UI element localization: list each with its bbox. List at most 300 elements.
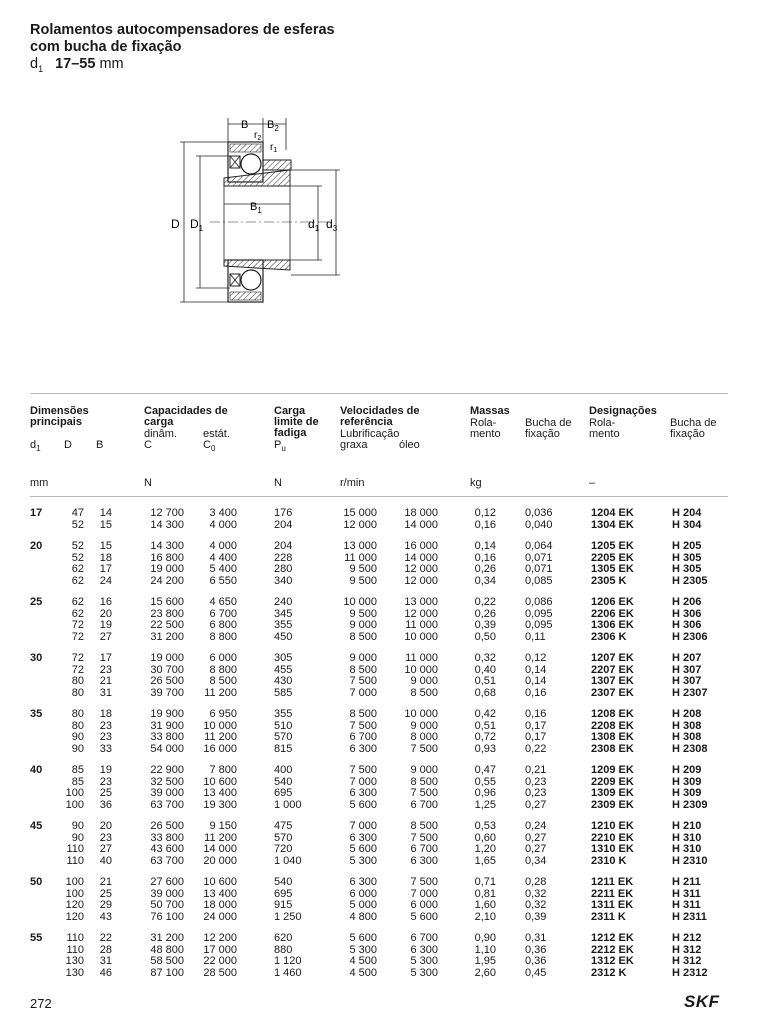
- cell-Pu: 1 000: [274, 798, 302, 811]
- cell-ms: 0,32: [525, 887, 547, 900]
- bore-diameter: 20: [30, 540, 43, 552]
- cell-ms: 0,16: [525, 708, 547, 720]
- cell-ms: 0,45: [525, 966, 547, 979]
- dim-B2: $B_2$: [267, 119, 279, 133]
- cell-C0: 19 300: [203, 798, 237, 811]
- cell-grease: 5 000: [349, 899, 377, 912]
- dim-d1: $d_1$: [308, 217, 320, 233]
- col-header-C: C: [144, 439, 152, 451]
- cell-mb: 0,51: [474, 675, 496, 688]
- cell-bearing: 1305 EK: [591, 563, 634, 576]
- cell-ms: 0,31: [525, 932, 547, 944]
- cell-oil: 9 000: [410, 764, 438, 776]
- cell-C0: 6 550: [209, 574, 237, 587]
- dim-r1: $r_1$: [270, 142, 278, 154]
- cell-B: 17: [99, 563, 112, 576]
- cell-mb: 0,47: [474, 764, 496, 776]
- cell-ms: 0,14: [525, 663, 547, 676]
- cell-oil: 18 000: [404, 507, 438, 519]
- cell-ms: 0,14: [525, 675, 547, 688]
- cell-Pu: 720: [274, 843, 293, 856]
- cell-Pu: 355: [274, 619, 293, 632]
- cell-grease: 10 000: [343, 596, 377, 608]
- cell-C: 19 000: [150, 652, 184, 664]
- cell-B: 23: [99, 731, 112, 744]
- cell-B: 23: [99, 719, 112, 732]
- cell-Pu: 400: [274, 764, 293, 776]
- cell-B: 18: [99, 551, 112, 564]
- cell-Pu: 695: [274, 887, 293, 900]
- cell-sleeve: H 2308: [672, 742, 708, 755]
- cell-Pu: 280: [274, 563, 293, 576]
- cell-mb: 0,71: [474, 876, 496, 888]
- cell-Pu: 430: [274, 675, 293, 688]
- cell-grease: 4 500: [349, 966, 377, 979]
- cell-ms: 0,34: [525, 854, 547, 867]
- bore-diameter: 40: [30, 764, 43, 776]
- cell-C: 63 700: [150, 798, 184, 811]
- cell-B: 22: [99, 932, 112, 944]
- cell-grease: 8 500: [349, 663, 377, 676]
- cell-grease: 7 500: [349, 675, 377, 688]
- cell-grease: 5 300: [349, 854, 377, 867]
- cell-grease: 5 600: [349, 932, 377, 944]
- cell-B: 18: [99, 708, 112, 720]
- cell-Pu: 355: [274, 708, 293, 720]
- cell-C0: 3 400: [209, 507, 237, 519]
- cell-bearing: 2210 EK: [591, 831, 634, 844]
- cell-D: 62: [71, 574, 84, 587]
- cell-C0: 6 000: [209, 652, 237, 664]
- cell-C: 12 700: [150, 507, 184, 519]
- cell-C: 30 700: [150, 663, 184, 676]
- cell-D: 62: [71, 607, 84, 620]
- cell-sleeve: H 2305: [672, 574, 708, 587]
- cell-grease: 7 000: [349, 686, 377, 699]
- cell-C0: 20 000: [203, 854, 237, 867]
- cell-B: 29: [99, 899, 112, 912]
- cell-D: 52: [71, 551, 84, 564]
- cell-D: 90: [71, 742, 84, 755]
- cell-B: 31: [99, 686, 112, 699]
- cell-mb: 0,16: [474, 551, 496, 564]
- cell-C0: 24 000: [203, 910, 237, 923]
- cell-oil: 7 500: [410, 831, 438, 844]
- cell-Pu: 455: [274, 663, 293, 676]
- page-subtitle: $d_1$ 17–55 mm: [30, 56, 124, 74]
- cell-oil: 8 500: [410, 686, 438, 699]
- diameter-unit: mm: [99, 56, 124, 72]
- cell-grease: 5 600: [349, 843, 377, 856]
- cell-bearing: 1309 EK: [591, 787, 634, 800]
- cell-C: 63 700: [150, 854, 184, 867]
- cell-grease: 12 000: [343, 518, 377, 531]
- bore-diameter: 25: [30, 596, 43, 608]
- cell-sleeve: H 308: [672, 731, 702, 744]
- cell-oil: 8 500: [410, 775, 438, 788]
- cell-Pu: 176: [274, 507, 293, 519]
- cell-sleeve: H 308: [672, 719, 702, 732]
- cell-grease: 8 500: [349, 630, 377, 643]
- cell-Pu: 1 120: [274, 955, 302, 968]
- col-header-D: D: [64, 439, 72, 451]
- cell-ms: 0,086: [525, 596, 553, 608]
- cell-C: 14 300: [150, 540, 184, 552]
- cell-C: 27 600: [150, 876, 184, 888]
- cell-oil: 5 300: [410, 955, 438, 968]
- cell-B: 40: [99, 854, 112, 867]
- cell-C0: 4 000: [209, 518, 237, 531]
- cell-grease: 6 300: [349, 831, 377, 844]
- cell-sleeve: H 310: [672, 831, 702, 844]
- cell-D: 110: [66, 932, 84, 944]
- cell-mb: 0,40: [474, 663, 496, 676]
- cell-mb: 1,60: [474, 899, 496, 912]
- cell-C: 33 800: [150, 731, 184, 744]
- unit-N-load: N: [274, 477, 282, 489]
- cell-C0: 6 700: [209, 607, 237, 620]
- cell-oil: 9 000: [410, 675, 438, 688]
- cell-D: 72: [71, 630, 84, 643]
- cell-B: 21: [99, 675, 112, 688]
- cell-ms: 0,17: [525, 731, 547, 744]
- cell-bearing: 1304 EK: [591, 518, 634, 531]
- cell-D: 72: [71, 663, 84, 676]
- cell-sleeve: H 204: [672, 507, 702, 519]
- cell-bearing: 1208 EK: [591, 708, 634, 720]
- cell-oil: 8 500: [410, 820, 438, 832]
- dim-D: D: [171, 217, 180, 231]
- cell-bearing: 2209 EK: [591, 775, 634, 788]
- cell-grease: 6 700: [349, 731, 377, 744]
- cell-C: 19 900: [150, 708, 184, 720]
- cell-B: 43: [99, 910, 112, 923]
- cell-bearing: 1205 EK: [591, 540, 634, 552]
- cell-sleeve: H 311: [672, 899, 701, 912]
- cell-C: 23 800: [150, 607, 184, 620]
- cell-sleeve: H 2312: [672, 966, 708, 979]
- cell-C: 39 000: [150, 887, 184, 900]
- page-number: 272: [30, 996, 52, 1011]
- cell-D: 85: [71, 775, 84, 788]
- cell-mb: 0,14: [474, 540, 496, 552]
- cell-ms: 0,36: [525, 955, 547, 968]
- cell-grease: 11 000: [344, 551, 377, 564]
- cell-sleeve: H 210: [672, 820, 702, 832]
- cell-oil: 10 000: [404, 708, 438, 720]
- cell-sleeve: H 209: [672, 764, 702, 776]
- cell-ms: 0,27: [525, 798, 547, 811]
- col-header-B: B: [96, 439, 104, 451]
- cell-oil: 7 500: [410, 787, 438, 800]
- cell-Pu: 1 250: [274, 910, 302, 923]
- cell-sleeve: H 206: [672, 596, 702, 608]
- cell-C0: 4 400: [209, 551, 237, 564]
- col-header-dimensions: Dimensões principais: [30, 405, 89, 428]
- cell-bearing: 2308 EK: [591, 742, 634, 755]
- cell-grease: 15 000: [343, 507, 377, 519]
- cell-C: 24 200: [150, 574, 184, 587]
- unit-kg: kg: [470, 477, 482, 489]
- cell-oil: 6 000: [410, 899, 438, 912]
- cell-bearing: 2307 EK: [591, 686, 634, 699]
- cell-D: 52: [71, 540, 84, 552]
- cell-C: 50 700: [150, 899, 184, 912]
- cell-bearing: 1312 EK: [591, 955, 634, 968]
- cell-ms: 0,22: [525, 742, 547, 755]
- cell-C0: 13 400: [203, 887, 237, 900]
- cell-Pu: 540: [274, 876, 293, 888]
- cell-grease: 8 500: [349, 708, 377, 720]
- cell-C: 39 700: [150, 686, 184, 699]
- cell-grease: 7 000: [349, 820, 377, 832]
- cell-D: 80: [71, 719, 84, 732]
- cell-C0: 8 800: [209, 663, 237, 676]
- cell-B: 19: [99, 764, 112, 776]
- cell-Pu: 204: [274, 540, 293, 552]
- cell-D: 90: [71, 731, 84, 744]
- cell-mb: 0,22: [474, 596, 496, 608]
- cell-grease: 9 000: [349, 619, 377, 632]
- col-header-oil: óleo: [399, 439, 420, 451]
- cell-mb: 0,50: [474, 630, 496, 643]
- cell-sleeve: H 208: [672, 708, 702, 720]
- dim-D1: $D_1$: [190, 217, 204, 233]
- cell-B: 23: [99, 775, 112, 788]
- cell-D: 62: [71, 563, 84, 576]
- cell-C0: 10 000: [203, 719, 237, 732]
- cell-mb: 0,96: [474, 787, 496, 800]
- cell-C0: 22 000: [203, 955, 237, 968]
- cell-bearing: 1209 EK: [591, 764, 634, 776]
- cell-C0: 12 200: [203, 932, 237, 944]
- cell-ms: 0,064: [525, 540, 553, 552]
- cell-C: 87 100: [150, 966, 184, 979]
- cell-mb: 0,68: [474, 686, 496, 699]
- cell-ms: 0,23: [525, 787, 547, 800]
- bearing-cross-section-drawing: [150, 110, 380, 320]
- cell-oil: 14 000: [404, 551, 438, 564]
- cell-bearing: 2207 EK: [591, 663, 634, 676]
- cell-mb: 2,60: [474, 966, 496, 979]
- cell-grease: 7 000: [349, 775, 377, 788]
- cell-ms: 0,071: [525, 551, 553, 564]
- cell-D: 100: [65, 887, 84, 900]
- cell-oil: 6 700: [410, 798, 438, 811]
- cell-sleeve: H 312: [672, 955, 702, 968]
- cell-grease: 5 300: [349, 943, 377, 956]
- cell-D: 120: [65, 910, 84, 923]
- cell-bearing: 2306 K: [591, 630, 627, 643]
- cell-bearing: 1210 EK: [591, 820, 634, 832]
- cell-oil: 12 000: [404, 574, 438, 587]
- cell-sleeve: H 2310: [672, 854, 708, 867]
- cell-bearing: 2311 K: [591, 910, 626, 923]
- cell-grease: 6 300: [349, 742, 377, 755]
- cell-oil: 6 700: [410, 932, 438, 944]
- cell-grease: 9 500: [349, 563, 377, 576]
- cell-C: 76 100: [150, 910, 184, 923]
- cell-sleeve: H 2309: [672, 798, 708, 811]
- cell-B: 23: [99, 831, 112, 844]
- cell-C: 31 200: [150, 630, 184, 643]
- cell-bearing: 1212 EK: [591, 932, 634, 944]
- cell-C: 39 000: [150, 787, 184, 800]
- cell-sleeve: H 305: [672, 551, 702, 564]
- cell-C0: 4 650: [209, 596, 237, 608]
- cell-B: 21: [99, 876, 112, 888]
- cell-Pu: 815: [274, 742, 293, 755]
- cell-grease: 9 500: [349, 607, 377, 620]
- cell-grease: 6 300: [349, 876, 377, 888]
- cell-C0: 11 200: [204, 731, 237, 744]
- cell-mb: 0,39: [474, 619, 496, 632]
- col-header-fatigue-load: Carga limite de fadiga: [274, 405, 319, 439]
- cell-Pu: 1 460: [274, 966, 302, 979]
- cell-ms: 0,27: [525, 843, 547, 856]
- cell-grease: 7 500: [349, 719, 377, 732]
- cell-C0: 8 500: [209, 675, 237, 688]
- cell-D: 110: [66, 854, 84, 867]
- cell-bearing: 1206 EK: [591, 596, 634, 608]
- cell-C0: 10 600: [203, 876, 237, 888]
- cell-sleeve: H 2307: [672, 686, 708, 699]
- col-header-C0: $C_0$: [203, 439, 216, 454]
- cell-ms: 0,17: [525, 719, 547, 732]
- cell-B: 16: [99, 596, 112, 608]
- cell-C0: 28 500: [203, 966, 237, 979]
- bore-diameter: 30: [30, 652, 43, 664]
- cell-D: 52: [71, 518, 84, 531]
- cell-D: 85: [71, 764, 84, 776]
- skf-logo: SKF: [684, 992, 720, 1011]
- dim-d3: $d_3$: [326, 217, 338, 233]
- cell-sleeve: H 211: [672, 876, 701, 888]
- cell-mb: 0,72: [474, 731, 496, 744]
- table-units-rule: [30, 496, 728, 497]
- cell-mb: 1,95: [474, 955, 496, 968]
- cell-D: 110: [66, 843, 84, 856]
- cell-Pu: 695: [274, 787, 293, 800]
- cell-bearing: 1204 EK: [591, 507, 634, 519]
- cell-C: 22 900: [150, 764, 184, 776]
- cell-oil: 13 000: [404, 596, 438, 608]
- cell-mb: 0,53: [474, 820, 496, 832]
- cell-oil: 9 000: [410, 719, 438, 732]
- cell-grease: 9 000: [349, 652, 377, 664]
- cell-sleeve: H 2306: [672, 630, 708, 643]
- cell-grease: 13 000: [343, 540, 377, 552]
- cell-oil: 12 000: [404, 563, 438, 576]
- cell-D: 72: [71, 619, 84, 632]
- cell-C: 54 000: [150, 742, 184, 755]
- cell-B: 14: [99, 507, 112, 519]
- cell-C0: 10 600: [203, 775, 237, 788]
- cell-sleeve: H 310: [672, 843, 702, 856]
- cell-C: 58 500: [150, 955, 184, 968]
- cell-D: 90: [71, 820, 84, 832]
- cell-Pu: 340: [274, 574, 293, 587]
- cell-C: 31 200: [150, 932, 184, 944]
- unit-dash: –: [589, 477, 596, 489]
- cell-B: 15: [99, 540, 112, 552]
- cell-oil: 11 000: [405, 619, 438, 632]
- cell-B: 24: [99, 574, 112, 587]
- cell-sleeve: H 205: [672, 540, 702, 552]
- cell-Pu: 345: [274, 607, 293, 620]
- cell-Pu: 570: [274, 731, 293, 744]
- cell-sleeve: H 307: [672, 675, 702, 688]
- cell-sleeve: H 311: [672, 887, 701, 900]
- cell-D: 130: [65, 966, 84, 979]
- cell-oil: 14 000: [404, 518, 438, 531]
- cell-C: 33 800: [150, 831, 184, 844]
- cell-bearing: 2305 K: [591, 574, 627, 587]
- cell-Pu: 915: [274, 899, 293, 912]
- cell-ms: 0,36: [525, 943, 547, 956]
- cell-B: 28: [99, 943, 112, 956]
- cell-grease: 4 500: [349, 955, 377, 968]
- cell-B: 19: [99, 619, 112, 632]
- cell-mb: 1,10: [474, 943, 496, 956]
- cell-bearing: 1310 EK: [591, 843, 634, 856]
- cell-bearing: 2212 EK: [591, 943, 634, 956]
- col-header-desig-sleeve: Bucha de fixação: [670, 417, 717, 440]
- cell-C: 16 800: [150, 551, 184, 564]
- cell-D: 47: [71, 507, 84, 519]
- cell-bearing: 1306 EK: [591, 619, 634, 632]
- col-header-lubrication: Lubrificação: [340, 428, 400, 440]
- cell-C0: 9 150: [209, 820, 237, 832]
- cell-sleeve: H 305: [672, 563, 702, 576]
- cell-sleeve: H 304: [672, 518, 702, 531]
- cell-C0: 5 400: [209, 563, 237, 576]
- bore-diameter: 55: [30, 932, 43, 944]
- bore-diameter: 17: [30, 507, 43, 519]
- cell-D: 110: [66, 943, 84, 956]
- cell-D: 100: [65, 876, 84, 888]
- cell-sleeve: H 312: [672, 943, 702, 956]
- cell-ms: 0,12: [525, 652, 547, 664]
- cell-ms: 0,39: [525, 910, 547, 923]
- col-header-d1: $d_1$: [30, 439, 41, 454]
- dim-r2: $r_2$: [254, 130, 262, 142]
- cell-sleeve: H 307: [672, 663, 702, 676]
- table-top-rule: [30, 393, 728, 394]
- cell-C0: 16 000: [203, 742, 237, 755]
- cell-sleeve: H 309: [672, 775, 702, 788]
- cell-oil: 8 000: [410, 731, 438, 744]
- cell-Pu: 570: [274, 831, 293, 844]
- cell-B: 36: [99, 798, 112, 811]
- cell-C0: 14 000: [203, 843, 237, 856]
- cell-B: 31: [99, 955, 112, 968]
- cell-ms: 0,071: [525, 563, 553, 576]
- cell-oil: 10 000: [404, 663, 438, 676]
- cell-grease: 9 500: [349, 574, 377, 587]
- cell-B: 15: [99, 518, 112, 531]
- cell-ms: 0,085: [525, 574, 553, 587]
- cell-D: 100: [65, 787, 84, 800]
- cell-mb: 0,16: [474, 518, 496, 531]
- cell-C: 15 600: [150, 596, 184, 608]
- cell-sleeve: H 2311: [672, 910, 707, 923]
- cell-oil: 11 000: [405, 652, 438, 664]
- cell-grease: 6 300: [349, 787, 377, 800]
- cell-ms: 0,11: [525, 630, 546, 643]
- cell-C: 19 000: [150, 563, 184, 576]
- cell-grease: 7 500: [349, 764, 377, 776]
